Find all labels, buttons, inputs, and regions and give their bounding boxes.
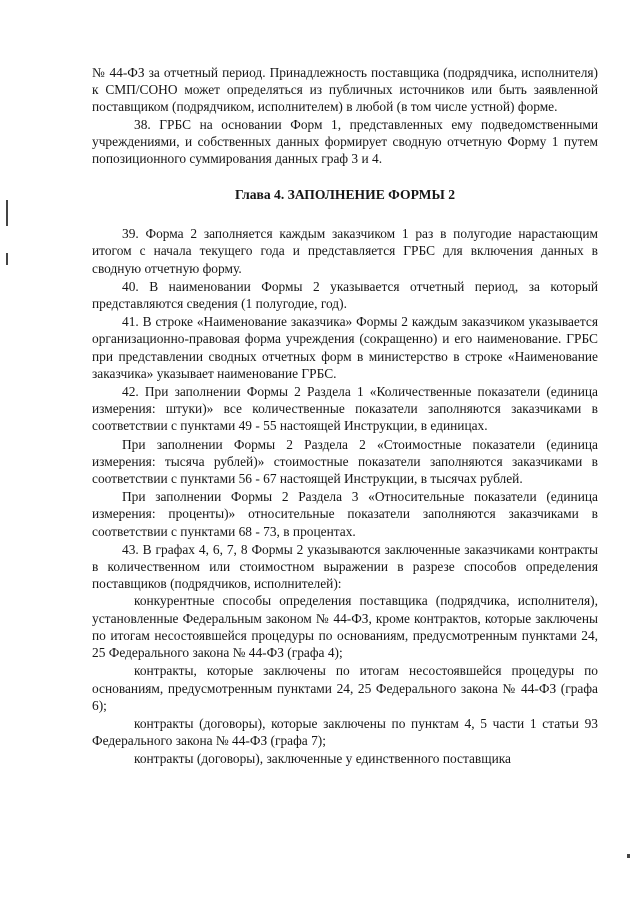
paragraph-43-item-graph4: конкурентные способы определения поставщика (подрядчика, исполнителя), установленные Федеральным законом № 44-ФЗ, кроме контрактов, которые заключены по итогам несостоявшейся процедуры по основаниям, предусмотренным пунктами 24, 25 Федерального закона № 44-ФЗ (графа 4); bbox=[92, 593, 598, 661]
margin-mark bbox=[6, 200, 8, 226]
paragraph-41: 41. В строке «Наименование заказчика» Формы 2 каждым заказчиком указывается организационно-правовая форма учреждения (сокращенно) и его наименование. ГРБС при представлении сводных отчетных форм в министерство в строке «Наименование заказчика» указывает наименование ГРБС. bbox=[92, 314, 598, 381]
margin-mark bbox=[6, 253, 8, 265]
paragraph-continuation: № 44-ФЗ за отчетный период. Принадлежность поставщика (подрядчика, исполнителя) к СМП/СОНО может определяться из публичных источников или быть заявленной поставщиком (подрядчиком, исполнителем) в любой (в том числе устной) форме. bbox=[92, 65, 598, 115]
paragraph-43-item-single-supplier: контракты (договоры), заключенные у единственного поставщика bbox=[134, 751, 511, 767]
paragraph-39: 39. Форма 2 заполняется каждым заказчиком 1 раз в полугодие нарастающим итогом с начала текущего года и представляется ГРБС для включения данных в сводную отчетную форму. bbox=[92, 226, 598, 276]
document-page bbox=[92, 64, 598, 768]
chapter-title: Глава 4. ЗАПОЛНЕНИЕ ФОРМЫ 2 bbox=[234, 187, 455, 203]
paragraph-43-item-graph7: контракты (договоры), которые заключены по пунктам 4, 5 части 1 статьи 93 Федерального закона № 44-ФЗ (графа 7); bbox=[92, 715, 598, 749]
paragraph-38: 38. ГРБС на основании Форм 1, представленных ему подведомственными учреждениями, и собственных данных формирует сводную отчетную Форму 1 путем попозиционного суммирования данных граф 3 и 4. bbox=[92, 116, 598, 167]
margin-mark bbox=[627, 854, 630, 858]
paragraph-40: 40. В наименовании Формы 2 указывается отчетный период, за который представляются сведения (1 полугодие, год). bbox=[92, 278, 598, 312]
paragraph-42-section3: При заполнении Формы 2 Раздела 3 «Относительные показатели (единица измерения: проценты)» относительные показатели заполняются заказчиками в соответствии с пунктами 68 - 73, в процентах. bbox=[92, 489, 598, 539]
paragraph-43-item-graph6: контракты, которые заключены по итогам несостоявшейся процедуры по основаниям, предусмотренным пунктами 24, 25 Федерального закона № 44-ФЗ (графа 6); bbox=[92, 663, 598, 713]
paragraph-42-section2: При заполнении Формы 2 Раздела 2 «Стоимостные показатели (единица измерения: тысяча рублей)» стоимостные показатели заполняются заказчиками в соответствии с пунктами 56 - 67 настоящей Инструкции, в тысячах рублей. bbox=[92, 436, 598, 487]
paragraph-42: 42. При заполнении Формы 2 Раздела 1 «Количественные показатели (единица измерения: штуки)» все количественные показатели заполняются заказчиками в соответствии с пунктами 49 - 55 настоящей Инструкции, в единицах. bbox=[92, 384, 598, 434]
paragraph-43: 43. В графах 4, 6, 7, 8 Формы 2 указываются заключенные заказчиками контракты в количественном или стоимостном выражении в разрезе способов определения поставщиков (подрядчиков, исполнителей): bbox=[92, 541, 598, 592]
